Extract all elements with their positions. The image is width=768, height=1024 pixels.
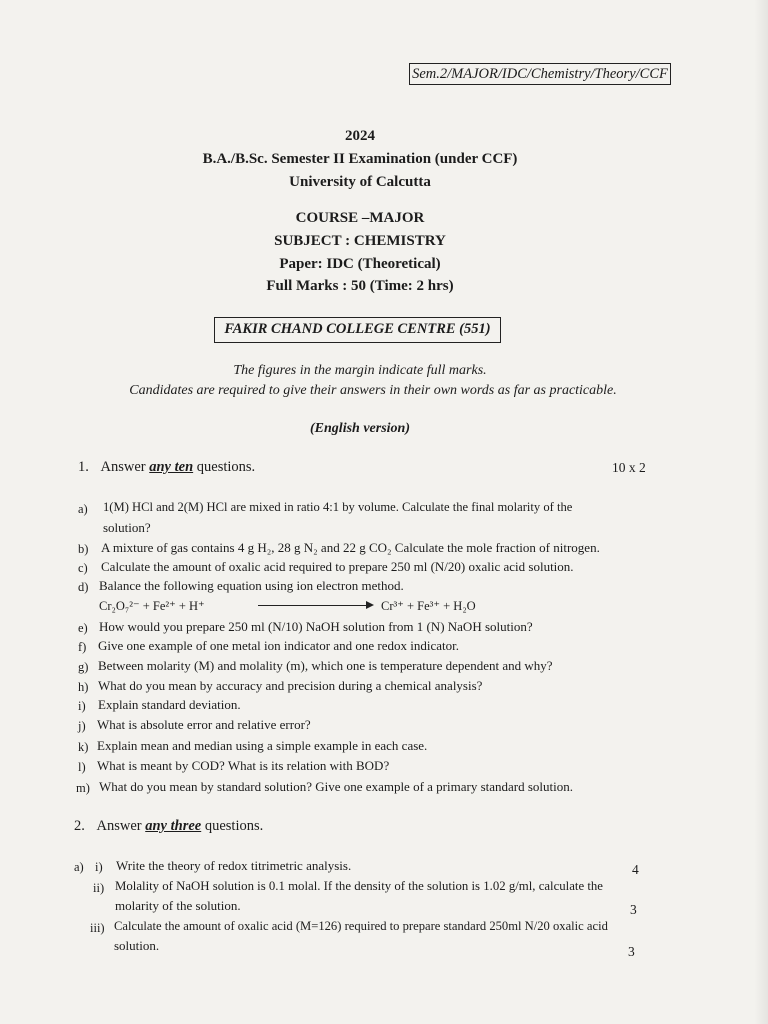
q1c-label: c) — [78, 561, 88, 575]
q2a-i-label: i) — [95, 860, 103, 874]
course-line: COURSE –MAJOR — [295, 210, 425, 226]
q2a-ii-cont: molarity of the solution. — [115, 898, 241, 913]
university-name: University of Calcutta — [289, 174, 431, 190]
paper-line: Paper: IDC (Theoretical) — [279, 256, 441, 272]
q2a-label: a) — [74, 860, 84, 874]
q1h-label: h) — [78, 680, 89, 694]
q2-emph: any three — [145, 818, 202, 834]
q2a-iii-text: Calculate the amount of oxalic acid (M=126) required to prepare standard 250ml N/20 oxalic acid — [114, 919, 608, 933]
q1-marks: 10 x 2 — [612, 460, 646, 475]
reaction-arrow-head — [366, 601, 374, 609]
q2-post: questions. — [201, 818, 264, 834]
reaction-arrow — [258, 605, 370, 606]
q1-number: 1. — [78, 459, 89, 475]
q1-emph: any ten — [149, 459, 194, 475]
q1m-text: What do you mean by standard solution? Give one example of a primary standard solution. — [99, 779, 574, 794]
q1h-text: What do you mean by accuracy and precision during a chemical analysis? — [98, 678, 483, 693]
instruction-note-1: The figures in the margin indicate full marks. — [233, 363, 487, 378]
q1i-label: i) — [78, 699, 86, 713]
q1i-text: Explain standard deviation. — [98, 697, 241, 712]
q2-number: 2. — [74, 818, 85, 834]
q2a-iii-label: iii) — [90, 921, 105, 935]
page-edge-shadow — [754, 0, 768, 1024]
subject-line: SUBJECT : CHEMISTRY — [274, 233, 446, 249]
version-label: (English version) — [310, 421, 410, 436]
centre-box: FAKIR CHAND COLLEGE CENTRE (551) — [214, 317, 501, 343]
q2a-ii-marks: 3 — [630, 902, 637, 917]
q2a-i-marks: 4 — [632, 862, 639, 877]
equation-lhs: Cr₂O₇²⁻ + Fe²⁺ + H⁺ — [99, 599, 205, 613]
q1j-text: What is absolute error and relative error? — [97, 717, 311, 732]
q1c-text: Calculate the amount of oxalic acid required to prepare 250 ml (N/20) oxalic acid solution. — [101, 559, 574, 574]
paper-code-box: Sem.2/MAJOR/IDC/Chemistry/Theory/CCF — [409, 63, 671, 85]
exam-title: B.A./B.Sc. Semester II Examination (under CCF) — [202, 151, 518, 167]
q1a-cont: solution? — [103, 520, 151, 535]
q2a-iii-marks: 3 — [628, 944, 635, 959]
q1b-text: A mixture of gas contains 4 g H₂, 28 g N₂ and 22 g CO₂ Calculate the mole fraction of nitrogen. — [101, 540, 600, 555]
q1-post: questions. — [193, 459, 256, 475]
full-marks-line: Full Marks : 50 (Time: 2 hrs) — [266, 278, 454, 294]
q1f-label: f) — [78, 640, 87, 654]
q2a-i-text: Write the theory of redox titrimetric analysis. — [116, 858, 352, 873]
q1m-label: m) — [76, 781, 90, 795]
q1a-text: 1(M) HCl and 2(M) HCl are mixed in ratio 4:1 by volume. Calculate the final molarity of the — [103, 500, 573, 514]
q1e-label: e) — [78, 621, 88, 635]
q1f-text: Give one example of one metal ion indicator and one redox indicator. — [98, 638, 459, 653]
q1k-label: k) — [78, 740, 89, 754]
q1b-label: b) — [78, 542, 89, 556]
q1d-text: Balance the following equation using ion electron method. — [99, 578, 404, 593]
q1g-text: Between molarity (M) and molality (m), which one is temperature dependent and why? — [98, 658, 553, 673]
q1-pre: Answer — [100, 459, 150, 475]
q1k-text: Explain mean and median using a simple example in each case. — [97, 738, 428, 753]
q2a-ii-text: Molality of NaOH solution is 0.1 molal. If the density of the solution is 1.02 g/ml, calculate the — [115, 879, 603, 893]
exam-year: 2024 — [345, 128, 375, 144]
q1g-label: g) — [78, 660, 89, 674]
q1j-label: j) — [78, 719, 86, 733]
q1e-text: How would you prepare 250 ml (N/10) NaOH solution from 1 (N) NaOH solution? — [99, 619, 533, 634]
q2a-iii-cont: solution. — [114, 938, 160, 953]
equation-rhs: Cr³⁺ + Fe³⁺ + H₂O — [381, 599, 476, 613]
q2-heading — [74, 818, 263, 835]
q1a-label: a) — [78, 502, 88, 516]
q1l-label: l) — [78, 760, 86, 774]
instruction-note-2: Candidates are required to give their answers in their own words as far as practicable. — [129, 383, 617, 398]
q1-heading — [78, 459, 255, 476]
q2-pre: Answer — [96, 818, 146, 834]
q2a-ii-label: ii) — [93, 881, 105, 895]
q1l-text: What is meant by COD? What is its relation with BOD? — [97, 758, 390, 773]
q1d-label: d) — [78, 580, 89, 594]
